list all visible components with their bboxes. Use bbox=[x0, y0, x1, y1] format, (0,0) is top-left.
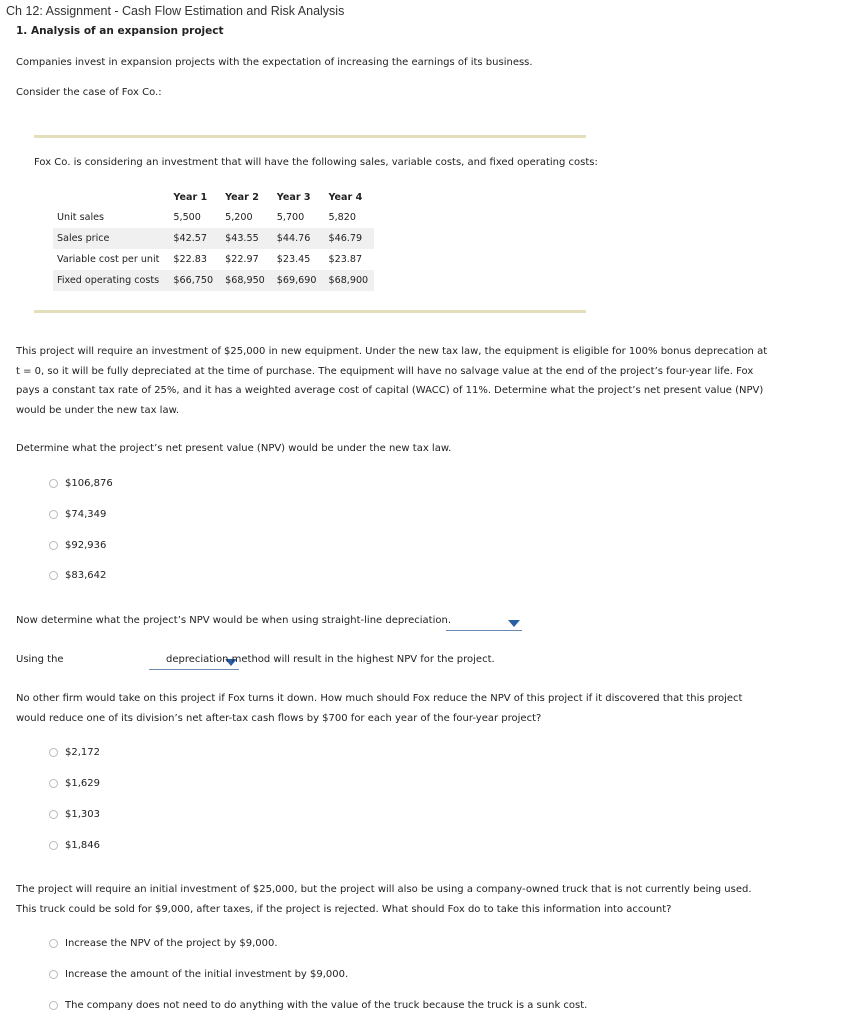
q5-prompt bbox=[16, 880, 836, 919]
case-description: Fox Co. is considering an investment that will have the following sales, variable costs, and fixed operating costs: bbox=[34, 157, 598, 168]
q4-line: No other firm would take on this project if Fox turns it down. How much should Fox reduce the NPV of this project if it discovered that this project bbox=[16, 693, 743, 704]
option-label: $74,349 bbox=[65, 509, 107, 520]
radio-button[interactable] bbox=[49, 779, 58, 788]
table-cell: 5,700 bbox=[276, 212, 305, 223]
q4-option[interactable] bbox=[49, 778, 100, 789]
q5-line: The project will require an initial investment of $25,000, but the project will also be using a company-owned truck that is not currently being used. bbox=[16, 884, 752, 895]
section-title: 1. Analysis of an expansion project bbox=[16, 25, 224, 37]
row-label: Variable cost per unit bbox=[57, 254, 160, 265]
q5-option[interactable] bbox=[49, 1000, 587, 1011]
intro-case-text: Consider the case of Fox Co.: bbox=[16, 87, 162, 98]
table-row bbox=[53, 249, 374, 270]
table-cell: 5,500 bbox=[173, 212, 201, 223]
row-label: Unit sales bbox=[57, 212, 105, 223]
breadcrumb: Ch 12: Assignment - Cash Flow Estimation and Risk Analysis bbox=[6, 4, 345, 18]
q5-line: This truck could be sold for $9,000, after taxes, if the project is rejected. What should Fox do to take this information into account? bbox=[16, 903, 672, 915]
radio-button[interactable] bbox=[49, 939, 58, 948]
q5-option[interactable] bbox=[49, 969, 348, 980]
radio-button[interactable] bbox=[49, 810, 58, 819]
project-line: would be under the new tax law. bbox=[16, 404, 180, 416]
q5-option[interactable] bbox=[49, 938, 278, 949]
radio-button[interactable] bbox=[49, 571, 58, 580]
option-label: $83,642 bbox=[65, 570, 107, 581]
q1-option[interactable] bbox=[49, 509, 106, 520]
project-line: t = 0, so it will be fully depreciated at the time of purchase. The equipment will have no salvage value at the end of the project’s four-year life. Fox bbox=[16, 365, 754, 377]
table-cell: 5,200 bbox=[225, 212, 253, 223]
q1-option[interactable] bbox=[49, 540, 106, 551]
option-label: $106,876 bbox=[65, 478, 113, 489]
project-line: pays a constant tax rate of 25%, and it has a weighted average cost of capital (WACC) of 11%. Determine what the project’s net present value (NPV) bbox=[16, 385, 764, 396]
radio-button[interactable] bbox=[49, 748, 58, 757]
table-cell: 5,820 bbox=[328, 212, 356, 223]
option-label: $1,846 bbox=[65, 840, 100, 851]
option-label: $92,936 bbox=[65, 540, 107, 551]
q4-option[interactable] bbox=[49, 840, 100, 851]
option-label: $1,303 bbox=[65, 809, 100, 820]
q4-option[interactable] bbox=[49, 809, 100, 820]
divider-bottom bbox=[34, 310, 586, 313]
option-label: The company does not need to do anything with the value of the truck because the truck is a sunk cost. bbox=[65, 1000, 588, 1011]
q4-prompt bbox=[16, 689, 836, 728]
option-label: $2,172 bbox=[65, 747, 100, 758]
row-label: Fixed operating costs bbox=[53, 270, 167, 291]
project-line: This project will require an investment of $25,000 in new equipment. Under the new tax law, the equipment is eligible for 100% bonus deprecation at bbox=[16, 346, 768, 357]
radio-button[interactable] bbox=[49, 541, 58, 550]
q1-prompt: Determine what the project’s net present value (NPV) would be under the new tax law. bbox=[16, 443, 452, 454]
q3-suffix: depreciation method will result in the highest NPV for the project. bbox=[166, 654, 495, 665]
table-cell: $22.97 bbox=[225, 254, 259, 265]
q3-prefix: Using the bbox=[16, 654, 64, 665]
table-row bbox=[53, 207, 374, 228]
project-description bbox=[16, 342, 836, 420]
table-cell: $22.83 bbox=[173, 254, 207, 265]
divider-top bbox=[34, 135, 586, 138]
option-label: Increase the amount of the initial investment by $9,000. bbox=[65, 969, 349, 980]
table-cell: $23.45 bbox=[276, 254, 311, 265]
q4-option[interactable] bbox=[49, 747, 100, 758]
table-cell: $69,690 bbox=[271, 270, 323, 291]
intro-text: Companies invest in expansion projects with the expectation of increasing the earnings of its business. bbox=[16, 57, 533, 68]
table-cell: $23.87 bbox=[328, 254, 363, 265]
table-cell: $44.76 bbox=[271, 228, 323, 249]
table-cell: $68,950 bbox=[219, 270, 271, 291]
radio-button[interactable] bbox=[49, 970, 58, 979]
column-header: Year 3 bbox=[276, 192, 311, 203]
table-cell: $46.79 bbox=[322, 228, 374, 249]
table-cell: $68,900 bbox=[322, 270, 374, 291]
column-header: Year 2 bbox=[225, 192, 259, 203]
q4-line: would reduce one of its division’s net after-tax cash flows by $700 for each year of the four-year project? bbox=[16, 712, 542, 724]
option-label: Increase the NPV of the project by $9,000. bbox=[65, 938, 278, 949]
column-header: Year 4 bbox=[328, 192, 363, 203]
option-label: $1,629 bbox=[65, 778, 100, 789]
radio-button[interactable] bbox=[49, 479, 58, 488]
q1-option[interactable] bbox=[49, 570, 106, 581]
table-corner bbox=[53, 188, 167, 207]
table-row bbox=[53, 228, 374, 249]
table-cell: $42.57 bbox=[167, 228, 219, 249]
chevron-down-icon bbox=[508, 620, 520, 627]
table-cell: $43.55 bbox=[219, 228, 271, 249]
straight-line-npv-dropdown[interactable] bbox=[446, 618, 522, 631]
row-label: Sales price bbox=[53, 228, 167, 249]
column-header: Year 1 bbox=[173, 192, 208, 203]
radio-button[interactable] bbox=[49, 1001, 58, 1010]
radio-button[interactable] bbox=[49, 510, 58, 519]
table-row bbox=[53, 270, 374, 291]
table-cell: $66,750 bbox=[167, 270, 219, 291]
q1-option[interactable] bbox=[49, 478, 113, 489]
table-header-row bbox=[53, 188, 374, 207]
q2-prompt: Now determine what the project’s NPV would be when using straight-line depreciation. bbox=[16, 615, 452, 626]
cost-table bbox=[53, 188, 374, 291]
radio-button[interactable] bbox=[49, 841, 58, 850]
